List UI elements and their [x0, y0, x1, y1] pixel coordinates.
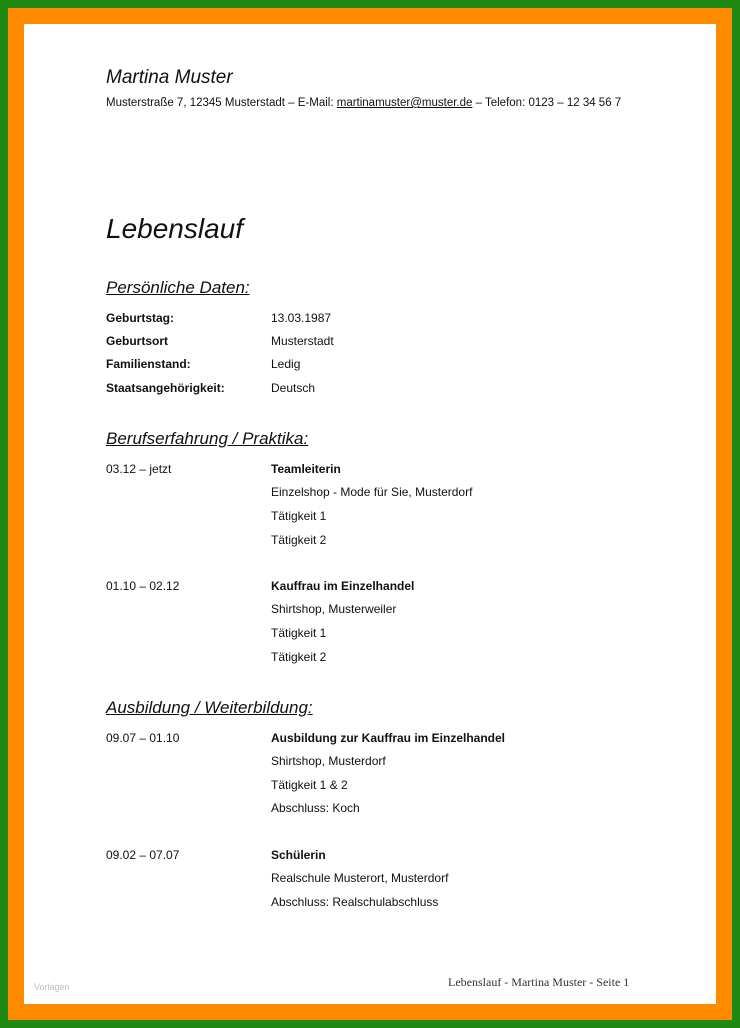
entry-position: Teamleiterin: [271, 462, 341, 476]
section-heading-experience: Berufserfahrung / Praktika:: [106, 429, 309, 448]
entry-detail: Einzelshop - Mode für Sie, Musterdorf: [271, 485, 473, 499]
entry-period: 01.10 – 02.12: [106, 579, 180, 593]
entry-detail: Shirtshop, Musterdorf: [271, 754, 386, 768]
personal-label: Geburtsort: [106, 334, 169, 348]
entry-position: Kauffrau im Einzelhandel: [271, 579, 415, 593]
contact-line: [106, 96, 666, 110]
section-heading-personal: Persönliche Daten:: [106, 278, 250, 297]
watermark-text: Vorlagen: [34, 982, 70, 992]
section-heading-education: Ausbildung / Weiterbildung:: [106, 698, 313, 717]
entry-period: 03.12 – jetzt: [106, 462, 172, 476]
personal-value: 13.03.1987: [271, 311, 332, 325]
personal-value: Musterstadt: [271, 334, 334, 348]
entry-detail: Realschule Musterort, Musterdorf: [271, 871, 449, 885]
entry-detail: Shirtshop, Musterweiler: [271, 602, 397, 616]
contact-address: Musterstraße 7, 12345 Musterstadt – E-Mail:: [106, 97, 337, 109]
document-page: [24, 24, 716, 1004]
entry-detail: Tätigkeit 1: [271, 509, 327, 523]
document-content: [106, 66, 666, 909]
contact-phone: – Telefon: 0123 – 12 34 56 7: [472, 97, 622, 109]
entry-period: 09.07 – 01.10: [106, 731, 180, 745]
entry-detail: Abschluss: Koch: [271, 801, 360, 815]
page-footer: Lebenslauf - Martina Muster - Seite 1: [448, 975, 630, 989]
personal-value: Ledig: [271, 357, 301, 371]
personal-label: Staatsangehörigkeit:: [106, 381, 225, 395]
entry-detail: Abschluss: Realschulabschluss: [271, 895, 439, 909]
personal-label: Familienstand:: [106, 357, 191, 371]
email-link[interactable]: martinamuster@muster.de: [336, 97, 473, 109]
entry-period: 09.02 – 07.07: [106, 848, 180, 862]
document-title: Lebenslauf: [106, 213, 244, 244]
entry-detail: Tätigkeit 1: [271, 626, 327, 640]
entry-detail: Tätigkeit 2: [271, 650, 327, 664]
entry-position: Ausbildung zur Kauffrau im Einzelhandel: [271, 731, 506, 745]
personal-label: Geburtstag:: [106, 311, 175, 325]
personal-value: Deutsch: [271, 381, 316, 395]
entry-position: Schülerin: [271, 848, 326, 862]
entry-detail: Tätigkeit 2: [271, 533, 327, 547]
entry-detail: Tätigkeit 1 & 2: [271, 778, 348, 792]
applicant-name: Martina Muster: [106, 67, 233, 88]
